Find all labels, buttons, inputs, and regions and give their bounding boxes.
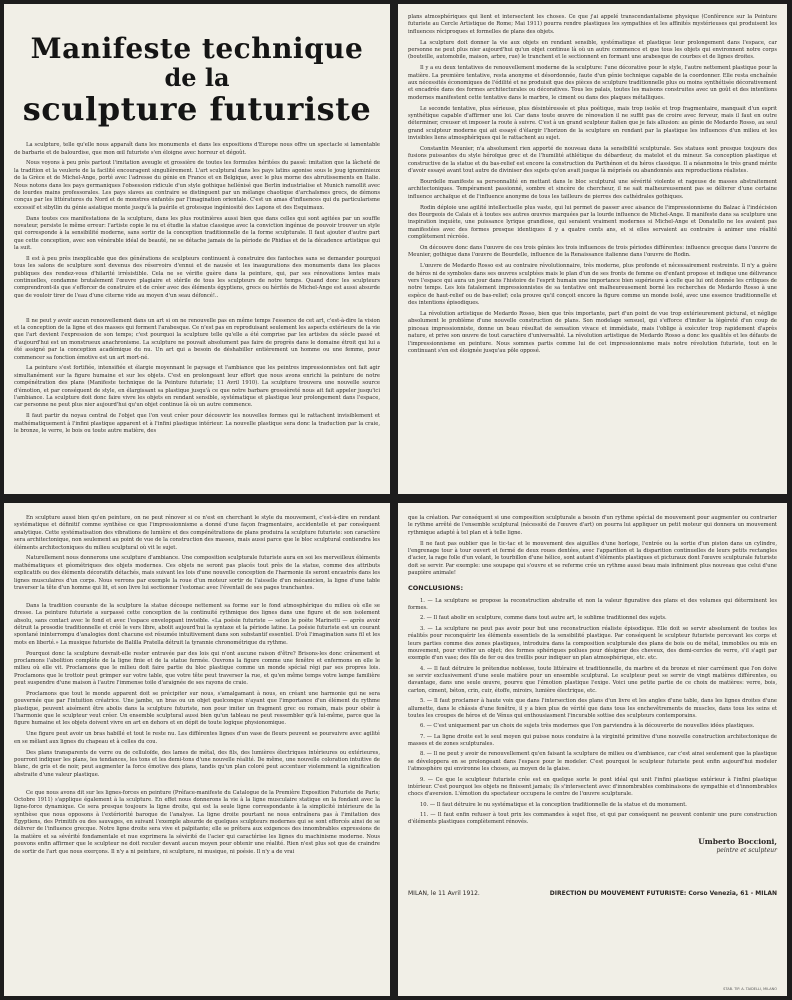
paragraph: Il faut partir du noyau central de l'objet que l'on veut créer pour découvrir les nouvelles formes qui le rattachent invisiblement et mathématiquement à l'infini plastique apparent et à l'infini plastique intérieur. La nouvelle plastique sera donc la traduction par la craie, le bronze, le verre, le bois ou toute autre matière, des (14, 413, 380, 434)
paragraph: plans atmosphériques qui lient et intersectent les choses. Ce que j'ai appelé transcendantalisme physique (Conférence sur la Peinture futuriste au Cercle Artistique de Rome; Mai 1911) pourra rendre plastiques les sympathies et les affinités mystérieuses qui produisent les influences réciproques et formelles de plans des objets. (408, 14, 777, 35)
conclusion-item: 9. — Ce que le sculpteur futuriste crée est en quelque sorte le pont idéal qui unit l'infini plastique extérieur à l'infini plastique intérieur. C'est pourquoi les objets ne finissent jamais; ils s'intersectent avec d'innombrables combinaisons de sympathie et d'innombrables chocs d'aversion. L'émotion du spectateur occupera le centre de l'œuvre sculpturale. (408, 776, 777, 798)
title-line-2: de la (164, 63, 230, 93)
paragraph: Il y a eu deux tentatives de renouvellement moderne de la sculpture: l'une décorative pour le style, l'autre nettement plastique pour la matière. La première tentative, resta anonyme et désordonnée, faute d'un génie technique capable de la coordonner. Elle resta enchaînée aux nécessités économiques de l'édilité et ne produisit que des pièces de sculpture traditionnelle plus ou moins synthétisée décorativement et encadrée dans des formes architecturales ou décoratives. Tous les palais, toutes les maisons construites avec un goût et des intentions modernes manifestent cette tentative dans le marbre, le ciment ou dans des plaques métalliques. (408, 65, 777, 101)
paragraph: La peinture s'est fortifiée, intensifiée et élargie moyennant le paysage et l'ambiance que les peintres impressionnistes ont fait agir simultanément sur la figure humaine et sur les objets. C'est en prolongeant leur effort que nous avons enrichi la peinture de notre compénétration des plans (Manifeste technique de la Peinture futuriste; 11 Avril 1910). La sculpture trouvera une nouvelle source d'émotion, et par conséquent de style, en élargissant sa plastique jusqu'à ce que notre barbare grossièreté nous ait fait appeler jusqu'ici l'ambiance. La sculpture doit donc faire vivre les objets en rendant sensible, systématique et plastique leur prolongement dans l'espace, car personne ne peut plus nier aujourd'hui qu'un objet continue là où un autre commence. (14, 365, 380, 409)
conclusion-item: 10. — Il faut détruire le nu systématique et la conception traditionnelle de la statue et du monument. (420, 801, 687, 808)
paragraph: Naturellement nous donnerons une sculpture d'ambiance. Une composition sculpturale futuriste aura en soi les merveilleux éléments mathématiques et géométriques des objets modernes. Ces objets ne seront pas placés tout près de la statue, comme des attributs explicatifs ou des éléments décoratifs détachés, mais suivant les lois d'une nouvelle conception de l'harmonie ils seront encastrés dans les lignes musculaires d'un corps. Nous verrons par exemple la roue d'un moteur sortir de l'aisselle d'un mécanicien, la ligne d'une table traverser la tête d'un homme qui lit, et son livre lui sectionner l'estomac avec l'éventail de ses pages tranchantes. (14, 555, 380, 591)
date-line: MILAN, le 11 Avril 1912. (408, 890, 480, 897)
paragraph: On découvre donc dans l'œuvre de ces trois génies les trois influences de trois périodes différentes: influence grecque dans l'œuvre de Meunier, gothique dans l'œuvre de Bourdelle, influence de la Renaissance italienne dans l'œuvre de Rodin. (408, 245, 777, 259)
conclusions-heading: CONCLUSIONS: (408, 583, 464, 592)
paragraph: Bourdelle manifeste sa personnalité en mettant dans le bloc sculptural une sévérité violente et rageuse de masses abstraitement architectoniques. Tempérament passionné, sombre et sincère de chercheur, il ne sait malheureusement pas se délivrer d'une certaine influence archaïque et de l'influence anonyme de tous les tailleurs de pierres des cathédrales gothiques. (408, 179, 777, 200)
signature-name: Umberto Boccioni, (698, 836, 777, 846)
paragraph: Il est à peu près inexplicable que des générations de sculpteurs continuent à construire des fantoches sans se demander pourquoi tous les salons de sculpture sont devenus des réservoirs d'ennui et de nausée et les inaugurations des monuments dans les places publiques des rendez-vous d'hilarité irrésistible. Cela ne se vérifie guère dans la peinture, qui, par ses rénovations lentes mais continuelles, condamne brutalement l'œuvre plagiaire et stérile de tous les sculpteurs de notre temps. Quand donc les sculpteurs comprendront-ils que s'efforcer de construire et de créer avec des éléments égyptiens, grecs ou hérités de Michel-Ange est aussi absurde que de vouloir tirer de l'eau d'une citerne vide au moyen d'un seau défoncé!.. (14, 255, 380, 299)
conclusion-item: 8. — Il ne peut y avoir de renouvellement qu'en faisant la sculpture de milieu ou d'ambiance, car c'est ainsi seulement que la plastique se développera en se prolongeant dans l'espace pour le modeler. C'est pourquoi le sculpteur futuriste peut enfin aujourd'hui modeler l'atmosphère qui environne les choses, au moyen de la glaise. (408, 751, 777, 773)
conclusion-item: 4. — Il faut détruire le prétendue noblesse, toute littéraire et traditionnelle, du marbre et du bronze et nier carrément que l'on doive se servir exclusivement d'une seule matière pour un ensemble sculptural. Le sculpteur peut se servir de vingt matières différentes, ou davantage, dans une seule œuvre, pourvu que l'émotion plastique l'exige. Voici une petite partie de ce choix de matières: verre, bois, carton, ciment, béton, crin, cuir, étoffe, miroirs, lumière électrique, etc. (408, 665, 777, 694)
paragraph: La sculpture doit donner la vie aux objets en rendant sensible, systématique et plastique leur prolongement dans l'espace, car personne ne peut plus nier aujourd'hui qu'un objet continue là où un autre commence et que tous les objets qui environnent notre corps (bouteille, automobile, maison, arbre, rue) le tranchent et le sectionnent en formant une arabesque de courbes et de lignes droites. (408, 39, 777, 61)
paragraph: Dans la tradition courante de la sculpture la statue découpe nettement sa forme sur le fond atmosphérique du milieu où elle se dresse. La peinture futuriste a surpassé cette conception de la continuité rythmique des lignes dans une figure et de son isolement absolu, sans contact avec le fond et avec l'espace enveloppant invisible. «La poésie futuriste — selon le poète Marinetti — après avoir détruit la prosodie traditionnelle et créé le vers libre, abolit aujourd'hui la syntaxe et la période latine. La poésie futuriste est un courant spontané ininterrompu d'analogies dont chacune est résumée intuitivement dans son substantif essentiel. D'où l'imagination sans fil et les mots en liberté.» La musique futuriste de Balilla Pratella détruit la tyrannie chronométrique du rythme. (14, 602, 380, 646)
manifesto-title (14, 32, 380, 128)
conclusion-item: 5. — Il faut proclamer à haute voix que dans l'intersection des plans d'un livre et les angles d'une table, dans les lignes droites d'une allumette, dans le châssis d'une fenêtre, il y a bien plus de vérité que dans tous les enchevêtrements de muscles, dans tous les seins et toutes les croupes de héros et de Vénus qui enthousiasment l'incurable sottise des sculpteurs contemporains. (408, 698, 777, 719)
conclusion-item: 1. — La sculpture se propose la reconstruction abstraite et non la valeur figurative des plans et des volumes qui déterminent les formes. (408, 597, 777, 612)
footer (408, 890, 777, 899)
manifesto-page-3 (4, 503, 390, 996)
conclusion-item: 2. — Il faut abolir en sculpture, comme dans tout autre art, le sublime traditionnel des sujets. (420, 615, 667, 622)
paragraph: Dans toutes ces manifestations de la sculpture, dans les plus routinières aussi bien que dans celles qui sont agitées par un souffle novateur, persiste le même erreur: l'artiste copie le nu et étudie la statue classique avec la conviction ingénue de pouvoir trouver un style qui corresponde à la sensibilité moderne, sans sortir de la conception traditionnelle de la forme sculpturale. Il faut ajouter d'autre part que cette conception, avec son vénérable idéal de beauté, ne se détache jamais de la période de Phidias et de la décadence artistique qui la suit. (14, 215, 380, 252)
title-line-1: Manifeste technique (30, 32, 364, 65)
paragraph: Pourquoi donc la sculpture devrait-elle rester entravée par des lois qui n'ont aucune raison d'être? Brisons-les donc crânement et proclamons l'abolition complète de la ligne finie et de la statue fermée. Ouvrons la figure comme une fenêtre et enfermons en elle le milieu où elle vit. Proclamons que le milieu doit faire partie du bloc plastique comme un monde spécial régi par ses propres lois. Proclamons que le trottoir peut grimper sur votre table, que votre tête peut traverser la rue, et qu'en même temps votre lampe familière peut suspendre d'une maison à l'autre l'immense toile d'araignée de ses rayons de craie. (14, 650, 380, 686)
paragraph: Rodin déploie une agilité intellectuelle plus vaste, qui lui permet de passer avec aisance de l'impressionnisme du Balzac à l'indécision des Bourgeois de Calais et à toutes ses autres œuvres marquées par la lourde influence de Michel-Ange. Il manifeste dans sa sculpture une inspiration inquiète, une puissance lyrique grandiose, qui seraient vraiment modernes si Michel-Ange et Donatello ne les avaient pas manifestées avec des formes presque identiques il y a quatre cents ans, et si elles servaient au contraire à animer une réalité complètement récréée. (408, 204, 777, 241)
paragraph: Des plans transparents de verre ou de celluloïde, des lames de métal, des fils, des lumières électriques intérieures ou extérieures, pourront indiquer les plans, les tendances, les tons et les demi-tons d'une nouvelle réalité. De même, une nouvelle coloration intuitive de blanc, de gris et de noir, peut augmenter la force émotive des plans, tandis qu'un plan coloré peut accentuer violemment la signification abstraite d'une valeur plastique. (14, 749, 380, 778)
signature-role: peintre et sculpteur (716, 847, 777, 855)
manifesto-page-1 (4, 4, 390, 494)
manifesto-page-4 (398, 503, 787, 996)
conclusion-item: 7. — La ligne droite est le seul moyen qui puisse nous conduire à la virginité primitive d'une nouvelle construction architectonique de masses et de zones sculpturales. (408, 733, 777, 748)
direction-address: DIRECTION DU MOUVEMENT FUTURISTE: Corso Venezia, 61 - MILAN (549, 890, 777, 897)
paragraph: La révolution artistique de Medardo Rosso, bien que très importante, part d'un point de vue trop extérieurement pictural, et néglige absolument le problème d'une nouvelle construction de plans. Son modelage sensuel, qui s'efforce d'imiter la légèreté d'un coup de pinceau impressionniste, donne un beau résultat de sensation vivace et immédiate, mais l'oblige à exécuter trop rapidement d'après nature, et prive son œuvre de tout caractère d'universalité. La révolution artistique de Medardo Rosso a donc les qualités et les défauts de l'impressionnisme en peinture. Nous sommes partis comme lui de cet impressionnisme mais notre révolution futuriste, tout en le continuant s'en est éloignée jusqu'au pôle opposé. (408, 311, 777, 354)
conclusion-item: 11. — Il faut enfin refuser à tout prix les commandes à sujet fixe, et qui par conséquent ne peuvent contenir une pure construction d'éléments plastiques complètement rénovés. (408, 812, 777, 826)
conclusion-item: 6. — C'est uniquement par un choix de sujets très modernes que l'on parviendra à la découverte de nouvelles idées plastiques. (420, 723, 755, 730)
manifesto-page-2 (398, 4, 787, 494)
conclusion-item: 3. — La sculpture ne peut pas avoir pour but une reconstruction réaliste épisodique. Elle doit se servir absolument de toutes les réalités pour reconquérir les éléments essentiels de la sensibilité plastique. Par conséquent le sculpteur futuriste percevant les corps et leurs parties comme des zones plastiques, introduira dans la composition sculpturale des plans de bois ou de métal, immobiles ou mis en mouvement, pour vivifier un objet; des formes sphériques poilues pour désigner des cheveux, des demi-cercles de verre, s'il s'agit par exemple d'un vase; des fils de fer ou des treillis pour indiquer un plan atmosphérique, etc. etc. (408, 625, 777, 662)
paragraph: que la création. Par conséquent si une composition sculpturale a besoin d'un rythme spécial de mouvement pour augmenter ou contrarier le rythme arrêté de l'ensemble sculptural (nécessité de l'œuvre d'art) on pourra lui appliquer un petit moteur qui donnera un mouvement rythmique adapté à tel plan et à telle ligne. (408, 515, 777, 536)
paragraph: Proclamons que tout le monde apparent doit se précipiter sur nous, s'amalgamant à nous, en créant une harmonie qui ne sera gouvernée que par l'intuition créatrice. Une jambe, un bras ou un objet quelconque n'ayant que l'importance d'un élément du rythme plastique, peuvent aisément être abolis dans la sculpture futuriste, non pour imiter un fragment grec ou romain, mais pour obéir à l'harmonie que le sculpteur veut créer. Un ensemble sculptural aussi bien qu'un tableau ne peut ressembler qu'à lui-même, parce que la figure humaine et les objets doivent vivre en art en dehors et en dépit de toute logique physionomique. (14, 690, 380, 727)
paragraph: Constantin Meunier, n'a absolument rien apporté de nouveau dans la sensibilité sculpturale. Ses statues sont presque toujours des fusions puissantes du style héroïque grec et de l'humilité athlétique du débardeur, du matelot et du mineur. Sa conception plastique et constructive de la statue et du bas-relief est encore la construction du Parthénon et du héros classique. Il a néanmoins le très grand mérite d'avoir essayé avant tout autre de diviniser des sujets qu'on avait jusque là méprisés ou abandonnés aux reproductions réalistes. (408, 146, 777, 175)
paragraph: Une figure peut avoir un bras habillé et tout le reste nu. Les différentes lignes d'un vase de fleurs peuvent se poursuivre avec agilité en se mêlant aux lignes du chapeau et à celles du cou. (14, 731, 380, 745)
paragraph: Il ne faut pas oublier que le tic-tac et le mouvement des aiguilles d'une horloge, l'entrée ou la sortie d'un piston dans un cylindre, l'engrenage tour à tour ouvert et fermé de deux roues dentées, avec l'apparition et la disparition continuelles de leurs petits rectangles d'acier, la rage folle d'un volant, le tourbillon d'une hélice, sont autant d'éléments plastiques et picturaux dont l'œuvre sculpturale futuriste doit se servir. Par exemple: une soupape qui s'ouvre et se referme crée un rythme aussi beau mais infiniment plus nouveau que celui d'une paupière animale! (408, 540, 777, 577)
paragraph: Le seconde tentative, plus sérieuse, plus désintéressée et plus poétique, mais trop isolée et trop fragmentaire, manquait d'un esprit synthétique capable d'affirmer une loi. Car dans toute œuvre de rénovation il ne suffit pas de croire avec ferveur, mais il faut en outre déterminer, creuser et imposer la route à suivre. C'est à un grand sculpteur italien que je fais allusion: au génie de Medardo Rosso, au seul grand sculpteur moderne qui ait essayé d'élargir l'horizon de la sculpture en rendant par la plastique les influences d'un milieu et les invisibles liens atmosphériques qui le rattachent au sujet. (408, 105, 777, 142)
paragraph: En sculpture aussi bien qu'en peinture, on ne peut rénover si ce n'est en cherchant le style du mouvement, c'est-à-dire en rendant systématique et définitif comme synthèse ce que l'impressionnisme a donné d'une façon fragmentaire, accidentelle et par conséquent analytique. Cette systématisation des vibrations de lumière et des compénétrations de plans produira la sculpture futuriste: son caractère sera architectonique, non seulement au point de vue de la construction des masses, mais aussi parce que le bloc sculptural contiendra les éléments architectoniques du milieu sculptural où vit le sujet. (14, 515, 380, 551)
paragraph: La sculpture, telle qu'elle nous apparaît dans les monuments et dans les expositions d'Europe nous offre un spectacle si lamentable de barbarie et de balourdise, que mon œil futuriste s'en éloigne avec horreur et dégoût. (14, 142, 380, 156)
title-line-3: sculpture futuriste (22, 90, 372, 129)
printer-credit: STAB. TIP. A. TAIDELLI, MILANO (723, 987, 777, 992)
paragraph: L'œuvre de Medardo Rosso est au contraire révolutionnaire, très moderne, plus profonde et nécessairement restreinte. Il n'y a guère de héros ni de symboles dans ses œuvres sculptées mais le plan d'un de ses fronts de femme ou d'enfant propose et indique une délivrance vers l'espace qui aura un jour dans l'histoire de l'esprit humain une importance bien supérieure à celle que lui ont donnée les critiques de notre temps. Les lois fatalement impressionnistes de sa tentative ont malheureusement borné les recherches de Medardo Rosso à une espèce de haut-relief ou de bas-relief; cela prouve qu'il conçoit encore la figure comme un monde isolé, avec une essence traditionnelle et des intentions épisodiques. (408, 263, 777, 307)
signature-block (408, 837, 777, 856)
paragraph: Ce que nous avons dit sur les lignes-forces en peinture (Préface-manifeste du Catalogue de la Première Exposition Futuriste de Paris; Octobre 1911) s'applique également à la sculpture. En effet nous donnerons la vie à la ligne musculaire statique en la fondant avec la ligne-force dynamique. Ce sera presque toujours la ligne droite, qui est la seule ligne correspondante à la simplicité intérieure de la synthèse que nous opposons à l'extériorité baroque de l'analyse. La ligne droite pourtant ne nous entraînera pas à l'imitation des Égyptiens, des Primitifs ou des sauvages, en suivant l'exemple absurde de quelques sculpteurs modernes qui se sont efforcés ainsi de se délivrer de l'influence grecque. Notre ligne droite sera vive et palpitante; elle se prêtera aux exigences des innombrables expressions de la matière et sa sévérité fondamentale et nue exprimera la sévérité de l'acier qui caractérise les lignes du machinisme moderne. Nous pouvons enfin affirmer que le sculpteur ne doit reculer devant aucun moyen pour obtenir une réalité. Rien n'est plus sot que de craindre de sortir de l'art que nous exerçons. Il n'y a ni peinture, ni sculpture, ni musique, ni poésie. Il n'y a de vrai (14, 789, 380, 855)
paragraph: Nous voyons à peu près partout l'imitation aveugle et grossière de toutes les formules héritées du passé: imitation que la lâcheté de la tradition et la veulerie de la facilité encouragent singulièrement. L'art sculptural dans les pays latins agonise sous le joug ignominieux de la Grèce et de Michel-Ange, porté avec l'adresse du génie en France et en Belgique, avec le plus morne des abrutissements en Italie. Nous notons dans les pays germaniques l'obsession ridicule d'un style gothique hellénisé que Berlin industrialise et Munich ramollit avec de lourdes mains professorales. Les pays slaves au contraire se distinguent par un mélange chaotique d'archaïsmes grecs, de démons conçus par les littératures du Nord et de monstres enfantés par l'imagination orientale. C'est un amas d'influences qui du particularisme excessif et sibyllin du génie asiatique monte jusqu'à la puérile et grotesque ingéniosité des Lapons et des Esquimaux. (14, 160, 380, 211)
paragraph: Il ne peut y avoir aucun renouvellement dans un art si on ne renouvelle pas en même temps l'essence de cet art, c'est-à-dire la vision et la conception de la ligne et des masses qui forment l'arabesque. Ce n'est pas en reproduisant seulement les aspects extérieurs de la vie que l'art devient l'expression de son temps; c'est pourquoi la sculpture telle qu'elle a été comprise par les artistes du siècle passé et d'aujourd'hui est un monstrueux anachronisme. La sculpture ne pouvait absolument pas faire de progrès dans le domaine étroit qui lui a été assigné par la conception académique du nu. Un art qui a besoin de déshabiller entièrement un homme ou une femme, pour commencer sa fonction émotive est un art mort-né. (14, 317, 380, 361)
